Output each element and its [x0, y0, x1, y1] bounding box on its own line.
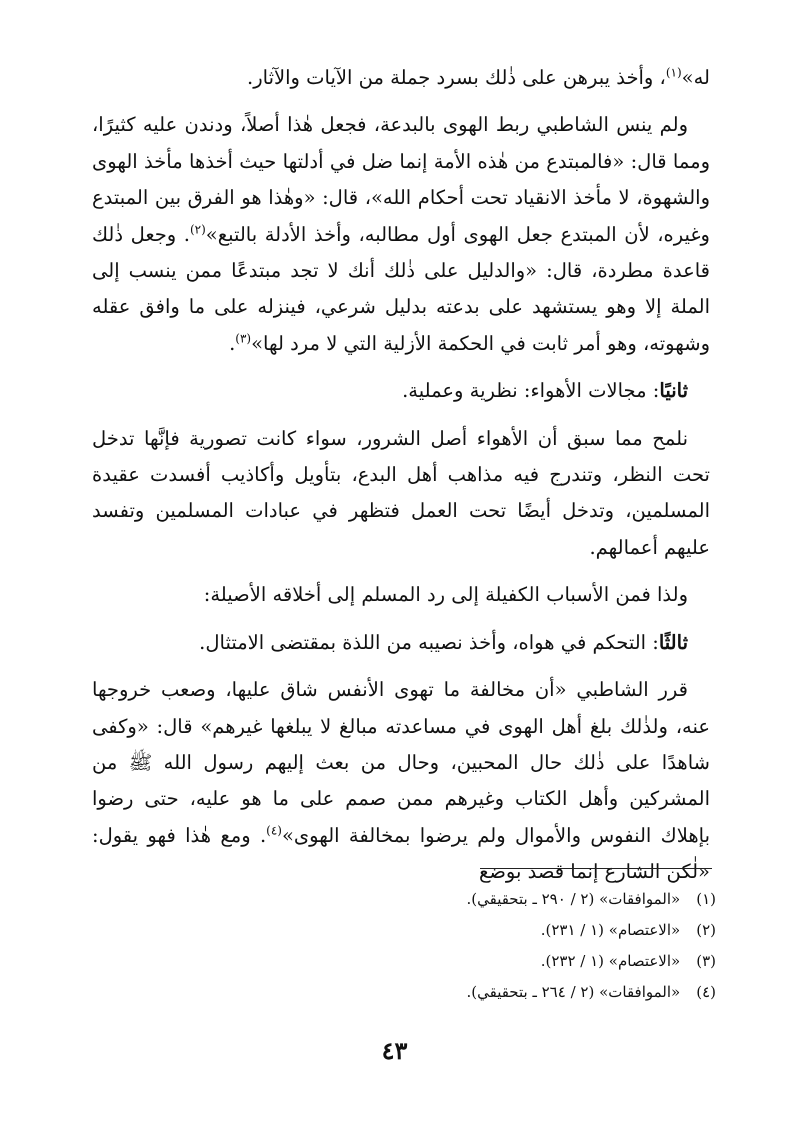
body-text: [92, 60, 710, 891]
paragraph-continuation: له»$^{(١)}$، وأخذ يبرهن على ذٰلك بسرد جملة من الآيات والآثار.: [247, 65, 710, 89]
footnote-number: (٢): [696, 921, 716, 939]
footnote-number: (٤): [696, 983, 716, 1001]
paragraph-causes: ولذا فمن الأسباب الكفيلة إلى رد المسلم إلى أخلاقه الأصيلة:: [203, 583, 688, 607]
footnote-ref: (٣): [235, 331, 252, 346]
section-heading-second: ثانيًا: مجالات الأهواء: نظرية وعملية.: [402, 379, 688, 403]
footnote-item: (٣)«الاعتصام» (١ / ٢٣٢).: [200, 946, 716, 977]
page-number: ٤٣: [381, 1036, 408, 1065]
heading-label: ثالثًا: [658, 630, 688, 654]
footnote-item: (٢)«الاعتصام» (١ / ٢٣١).: [200, 915, 716, 946]
footnote-number: (٣): [696, 952, 716, 970]
section-heading-third: ثالثًا: التحكم في هواه، وأخذ نصيبه من اللذة بمقتضى الامتثال.: [199, 630, 688, 654]
footnote-divider: [480, 868, 712, 869]
footnote-ref: (١): [665, 65, 682, 80]
footnote-ref: (٢): [189, 222, 206, 237]
paragraph-notice: نلمح مما سبق أن الأهواء أصل الشرور، سواء كانت تصورية فإنَّها تدخل تحت النظر، وتندرج فيه مذاهب أهل البدع، بتأويل وأكاذيب أفسدت عقيدة المسلمين، وتدخل أيضًا تحت العمل فتظهر في عبادات المسلمين وتفسد عليهم أعمالهم.: [92, 426, 710, 559]
footnote-item: (٤)«الموافقات» (٢ / ٢٦٤ ـ بتحقيقي).: [200, 977, 716, 1008]
footnote-number: (١): [696, 890, 716, 908]
footnote-ref: (٤): [266, 823, 282, 838]
footnotes: [200, 884, 716, 1008]
paragraph-decided: قرر الشاطبي «أن مخالفة ما تهوى الأنفس شاق عليها، وصعب خروجها عنه، ولذٰلك بلغ أهل الهوى في مساعدته مبالغ لا يبلغها غيرهم» قال: «وكفى شاهدًا على ذٰلك حال المحبين، وحال من بعث إليهم رسول الله ﷺ من المشركين وأهل الكتاب وغيرهم ممن صمم على ما هو عليه، حتى رضوا بإهلاك النفوس والأموال ولم يرضوا بمخالفة الهوى»$^{(٤)}$. ومع هٰذا فهو يقول: «لٰكن الشارع إنما قصد بوضع: [92, 678, 710, 884]
heading-label: ثانيًا: [659, 379, 688, 403]
paragraph-shatibi: ولم ينس الشاطبي ربط الهوى بالبدعة، فجعل هٰذا أصلاً، ودندن عليه كثيرًا، ومما قال: «فالمبتدع من هٰذه الأمة إنما ضل في أدلتها حيث أخذها مأخذ الهوى والشهوة، لا مأخذ الانقياد تحت أحكام الله»، قال: «وهٰذا هو الفرق بين المبتدع وغيره، لأن المبتدع جعل الهوى أول مطالبه، وأخذ الأدلة بالتبع»$^{(٢)}$. وجعل ذٰلك قاعدة مطردة، قال: «والدليل على ذٰلك أنك لا تجد مبتدعًا ممن ينسب إلى الملة إلا وهو يستشهد على بدعته بدليل شرعي، فينزله على ما وافق عقله وشهوته، وهو أمر ثابت في الحكمة الأزلية التي لا مرد لها»$^{(٣)}$.: [92, 113, 710, 355]
footnote-item: (١)«الموافقات» (٢ / ٢٩٠ ـ بتحقيقي).: [200, 884, 716, 915]
